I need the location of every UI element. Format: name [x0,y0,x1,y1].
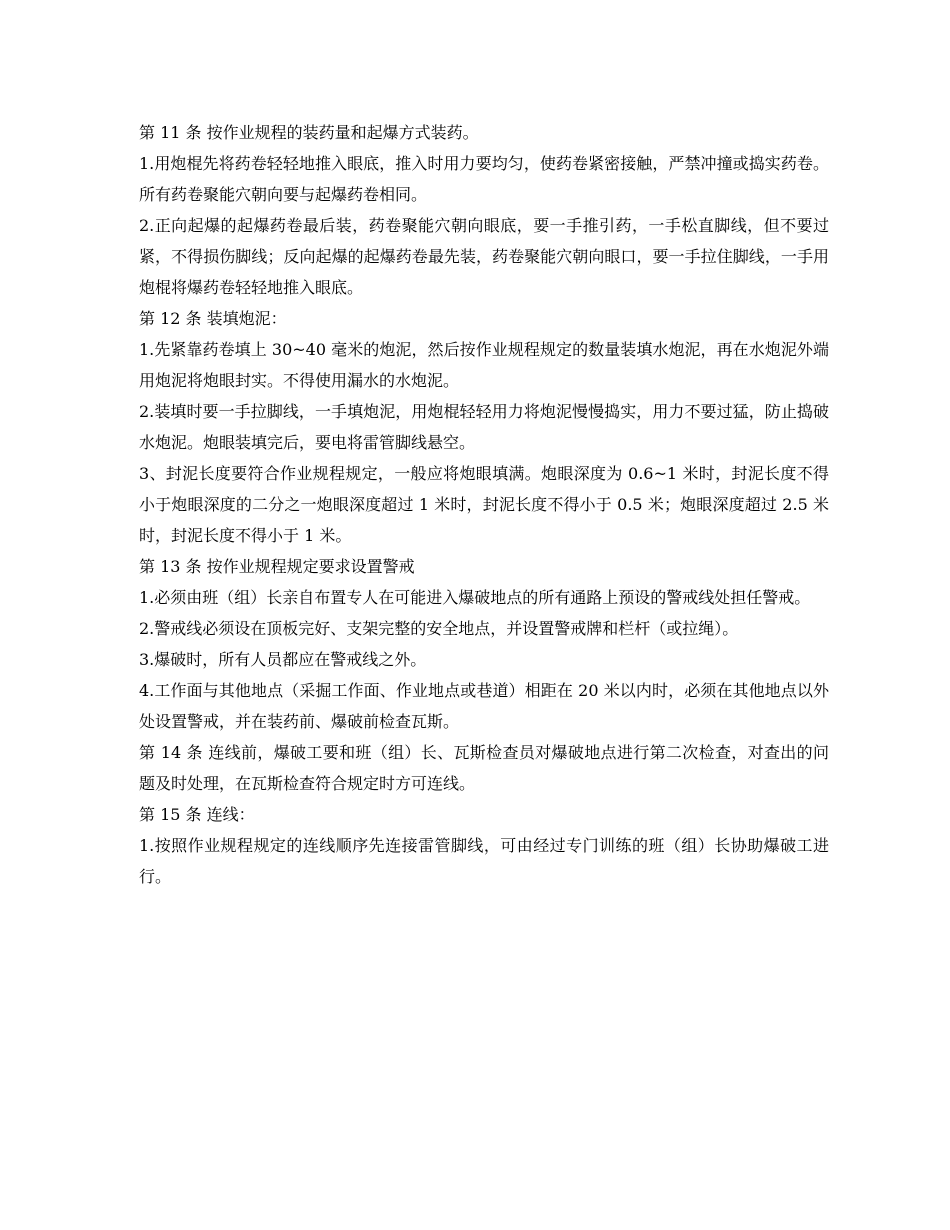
article-13-item-3: 3.爆破时，所有人员都应在警戒线之外。 [139,650,427,669]
article-15-item-1: 1.按照作业规程规定的连线顺序先连接雷管脚线，可由经过专门训练的班（组）长协助爆破工进行。 [139,836,829,886]
article-13-heading: 第 13 条 按作业规程规定要求设置警戒 [139,557,415,576]
article-14-text: 第 14 条 连线前，爆破工要和班（组）长、瓦斯检查员对爆破地点进行第二次检查，对查出的问题及时处理，在瓦斯检查符合规定时方可连线。 [139,743,829,793]
article-12-item-1: 1.先紧靠药卷填上 30~40 毫米的炮泥，然后按作业规程规定的数量装填水炮泥，再在水炮泥外端用炮泥将炮眼封实。不得使用漏水的水炮泥。 [139,340,829,390]
article-15-heading: 第 15 条 连线： [139,805,255,824]
article-12-item-2: 2.装填时要一手拉脚线，一手填炮泥，用炮棍轻轻用力将炮泥慢慢捣实，用力不要过猛，防止捣破水炮泥。炮眼装填完后，要电将雷管脚线悬空。 [139,402,829,452]
article-12-item-3: 3、封泥长度要符合作业规程规定，一般应将炮眼填满。炮眼深度为 0.6~1 米时，封泥长度不得小于炮眼深度的二分之一炮眼深度超过 1 米时，封泥长度不得小于 0.5 米；炮眼深度超过 2.5 米时，封泥长度不得小于 1 米。 [139,464,829,545]
article-13-item-4: 4.工作面与其他地点（采掘工作面、作业地点或巷道）相距在 20 米以内时，必须在其他地点以外处设置警戒，并在装药前、爆破前检查瓦斯。 [139,681,829,731]
article-11-heading: 第 11 条 按作业规程的装药量和起爆方式装药。 [139,123,479,142]
document-body [139,117,829,892]
article-13-item-1: 1.必须由班（组）长亲自布置专人在可能进入爆破地点的所有通路上预设的警戒线处担任警戒。 [139,588,811,607]
article-13-item-2: 2.警戒线必须设在顶板完好、支架完整的安全地点，并设置警戒牌和栏杆（或拉绳）。 [139,619,739,638]
article-11-item-1: 1.用炮棍先将药卷轻轻地推入眼底，推入时用力要均匀，使药卷紧密接触，严禁冲撞或捣实药卷。所有药卷聚能穴朝向要与起爆药卷相同。 [139,154,829,204]
article-11-item-2: 2.正向起爆的起爆药卷最后装，药卷聚能穴朝向眼底，要一手推引药，一手松直脚线，但不要过紧，不得损伤脚线；反向起爆的起爆药卷最先装，药卷聚能穴朝向眼口，要一手拉住脚线，一手用炮棍将爆药卷轻轻地推入眼底。 [139,216,829,297]
article-12-heading: 第 12 条 装填炮泥： [139,309,287,328]
